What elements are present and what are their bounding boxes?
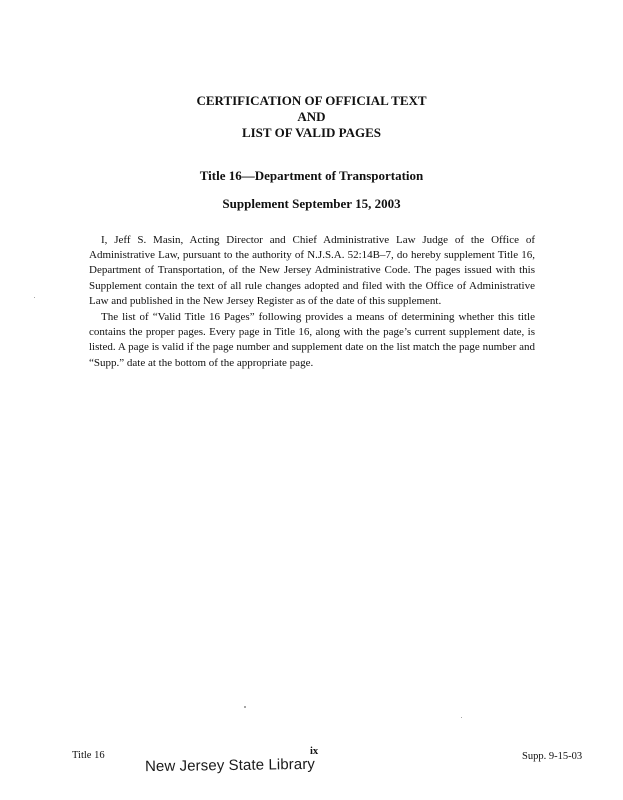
valid-pages-paragraph: The list of “Valid Title 16 Pages” following provides a means of determining whether this title contains the proper pages. Every page in Title 16, along with the page’s current supplement date, is listed. A page is valid if the page number and supplement date on the list match the page number and “Supp.” date at the bottom of the appropriate page.: [89, 311, 535, 369]
footer-title: Title 16: [72, 750, 105, 761]
scan-speck: [34, 297, 35, 298]
certification-heading-line-3: LIST OF VALID PAGES: [241, 125, 382, 140]
library-stamp: New Jersey State Library: [144, 755, 316, 776]
scan-speck: [461, 717, 462, 718]
title-heading: Title 16—Department of Transportation: [199, 168, 424, 183]
certification-heading-line-1: CERTIFICATION OF OFFICIAL TEXT: [196, 93, 427, 108]
footer-page-number: ix: [310, 746, 319, 757]
supplement-heading: Supplement September 15, 2003: [222, 196, 401, 211]
certification-paragraph: I, Jeff S. Masin, Acting Director and Chief Administrative Law Judge of the Office of Administrative Law, pursuant to the authority of N.J.S.A. 52:14B–7, do hereby supplement Title 16, Department of Transportation, of the New Jersey Administrative Code. The pages issued with this Supplement contain the text of all rule changes adopted and filed with the Office of Administrative Law and published in the New Jersey Register as of the date of this supplement.: [89, 234, 535, 307]
footer-supplement-date: Supp. 9-15-03: [522, 751, 583, 762]
certification-heading: [0, 93, 623, 141]
scan-speck: [244, 706, 246, 708]
certification-heading-line-2: AND: [297, 109, 326, 124]
